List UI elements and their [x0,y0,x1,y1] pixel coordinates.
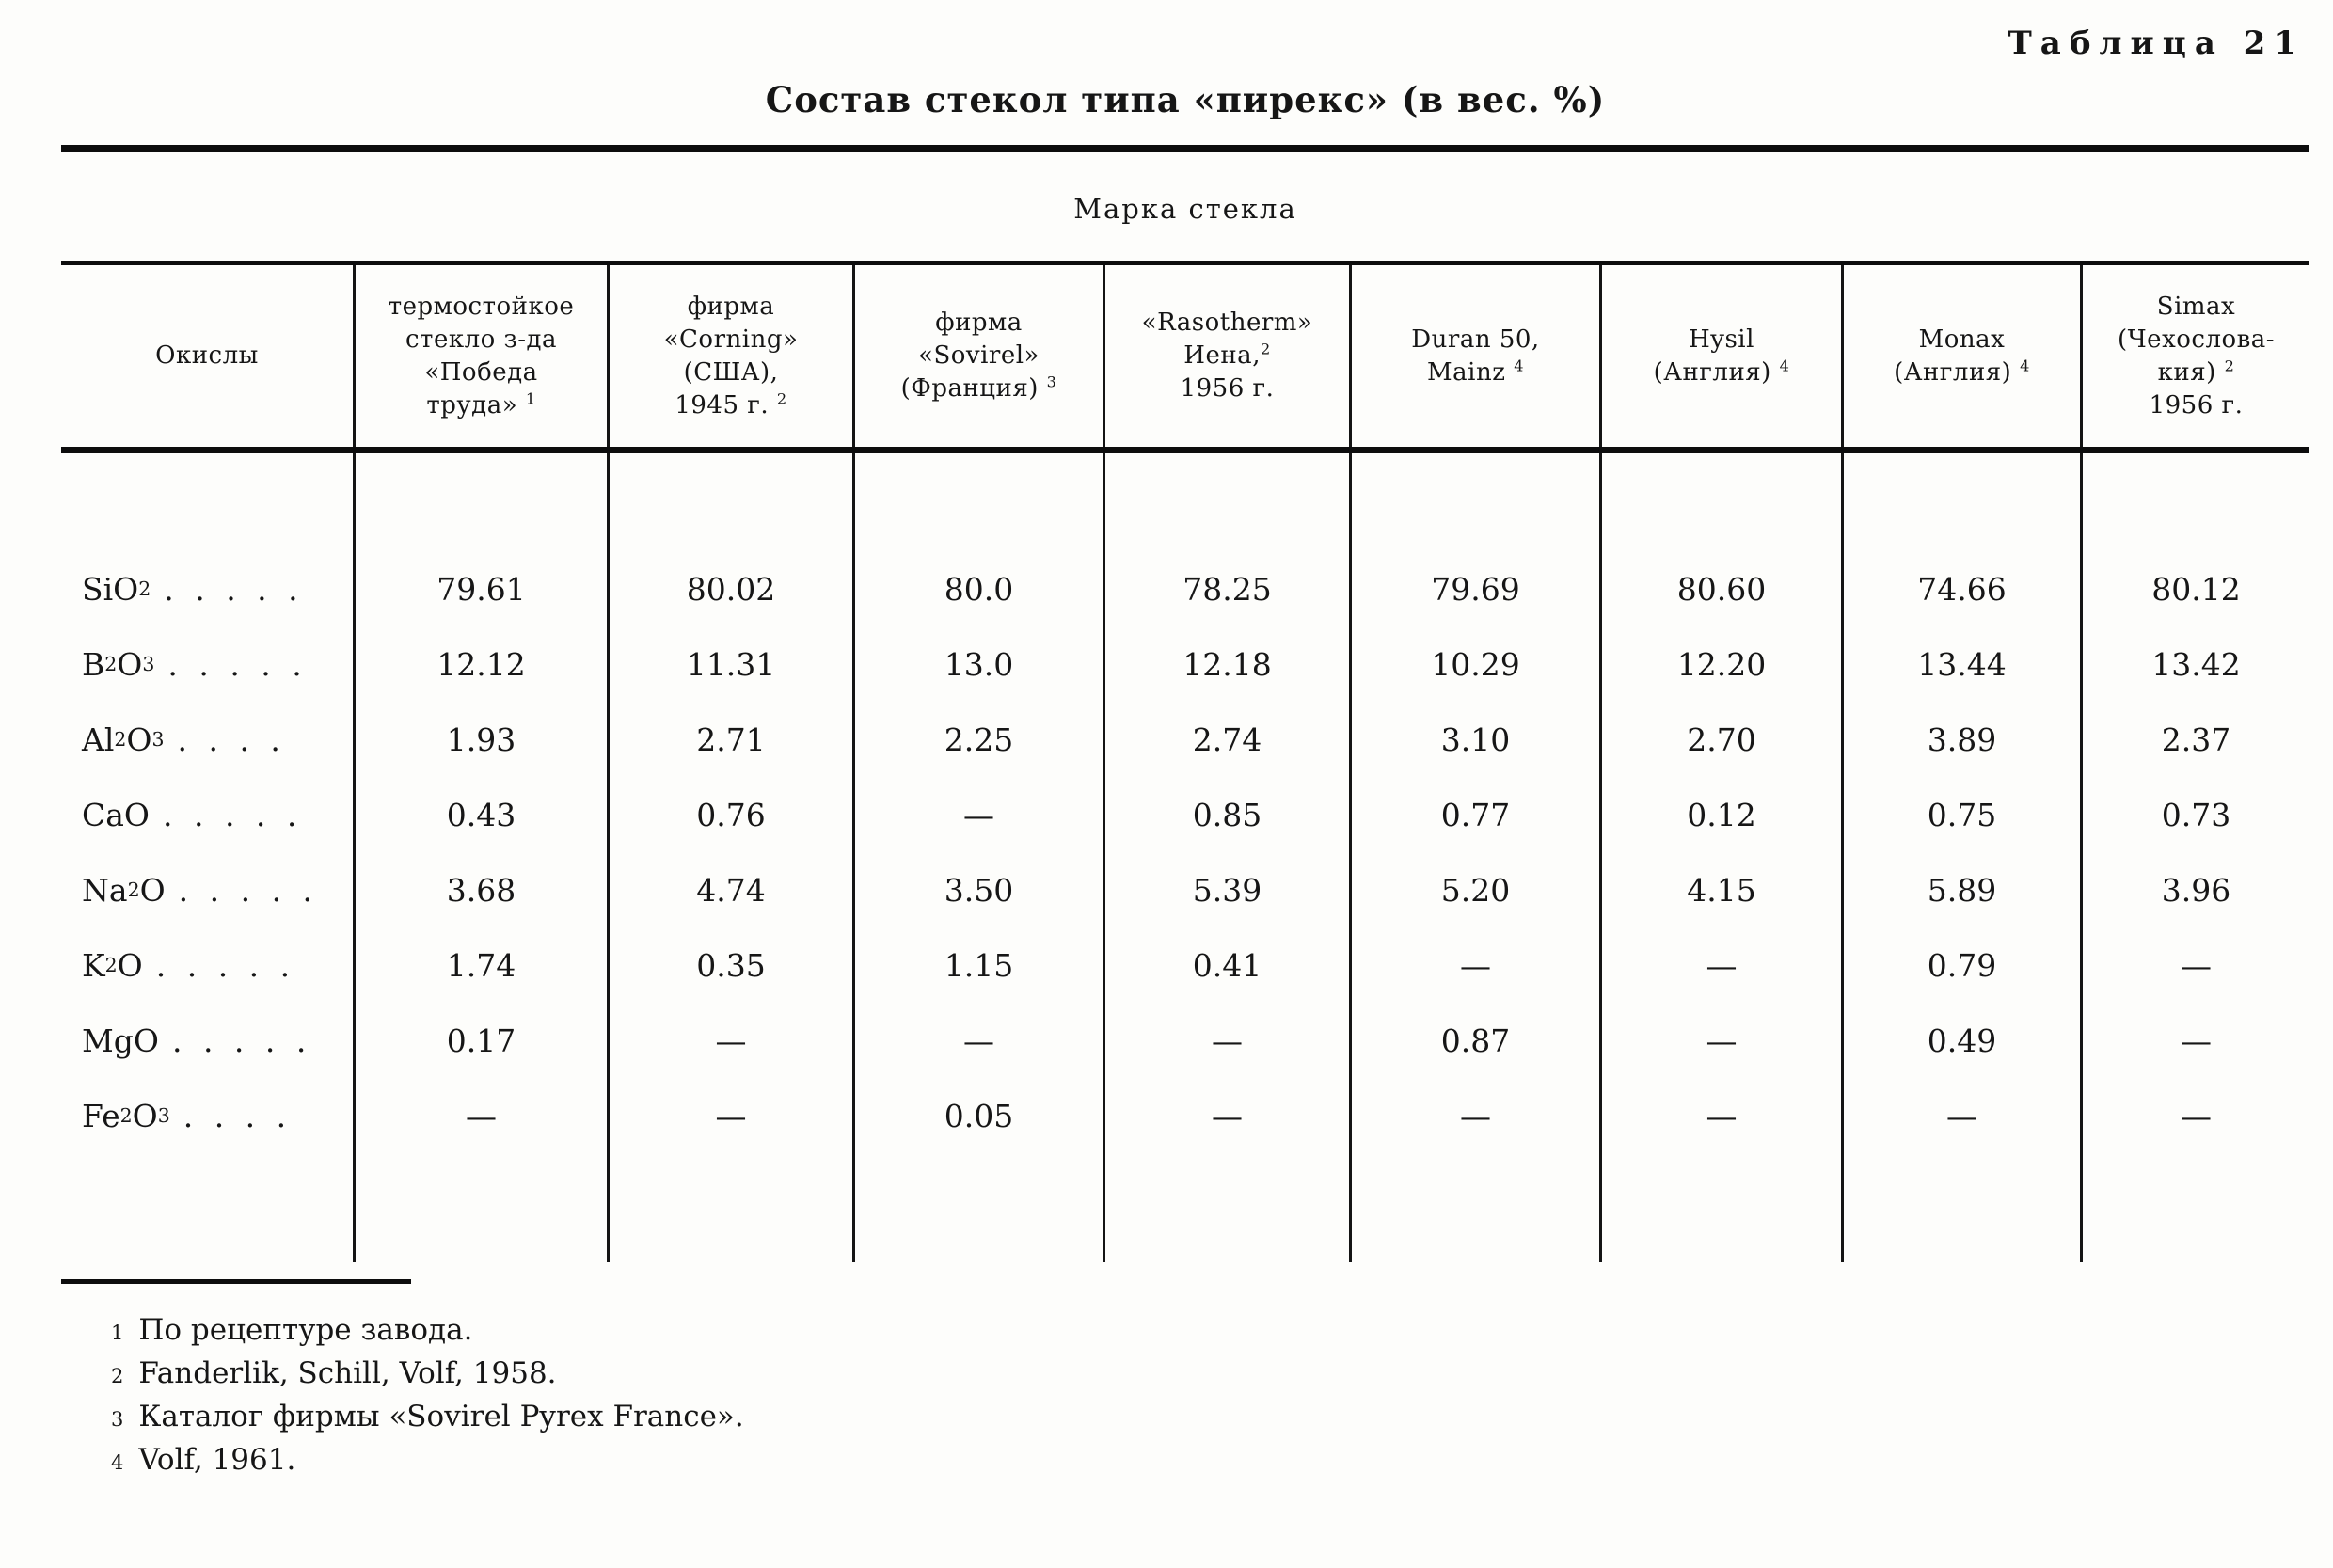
value-cell: 0.79 [1927,946,1997,984]
footnote-separator-rule [61,1279,411,1284]
value-cell: 74.66 [1917,570,2007,608]
page-title: Состав стекол типа «пирекс» (в вес. %) [765,79,1606,120]
value-cell: 0.85 [1192,796,1262,833]
row-labels-column [61,453,353,1262]
value-cell: 3.96 [2161,871,2231,909]
column-header-hysil: Hysil (Англия) $^4$ [1599,265,1841,447]
value-cell: 5.20 [1440,871,1511,909]
value-cell: 79.61 [436,570,526,608]
data-column-duran-50 [1349,453,1599,1262]
value-cell: 0.49 [1927,1022,1997,1059]
value-cell: 79.69 [1431,570,1520,608]
dot-leader: . . . . . [167,645,308,683]
value-cell: 10.29 [1431,645,1520,683]
value-cell: 80.02 [686,570,776,608]
value-cell: — [1706,1097,1738,1134]
data-column-hysil [1599,453,1841,1262]
row-label: Fe 2 O 3 . . . . [82,1097,293,1134]
value-cell: — [715,1097,747,1134]
value-cell: 80.60 [1676,570,1767,608]
dot-leader: . . . . [183,1097,293,1134]
column-header-monax: Monax (Англия) $^4$ [1841,265,2080,447]
value-cell: — [2181,1022,2212,1059]
data-column-monax [1841,453,2080,1262]
value-cell: 3.89 [1927,721,1997,758]
footnote-item: 3 Каталог фирмы «Sovirel Pyrex France». [111,1400,744,1433]
value-cell: 3.68 [446,871,516,909]
value-cell: — [1460,946,1491,984]
row-label: B 2 O 3 . . . . . [82,645,308,683]
value-cell: — [1706,946,1738,984]
value-cell: — [2181,946,2212,984]
row-label: K 2 O . . . . . [82,946,296,984]
value-cell: 0.05 [944,1097,1014,1134]
value-cell: 5.89 [1927,871,1997,909]
row-label: Al 2 O 3 . . . . [82,721,286,758]
value-cell: 80.0 [944,570,1014,608]
column-header-corning: фирма «Corning» (США), 1945 г. $^2$ [607,265,852,447]
column-header-oxides: Окислы [155,341,259,370]
dot-leader: . . . . [177,721,286,758]
rule-under-title [61,145,2309,152]
dot-leader: . . . . . [164,570,304,608]
value-cell: 0.76 [696,796,766,833]
value-cell: 0.87 [1440,1022,1511,1059]
value-cell: — [1706,1022,1738,1059]
footnotes-block [111,1313,744,1486]
value-cell: — [2181,1097,2212,1134]
dot-leader: . . . . . [171,1022,312,1059]
value-cell: 0.77 [1440,796,1511,833]
rule-under-header [61,447,2309,453]
value-cell: — [1460,1097,1491,1134]
column-header-sovirel: фирма «Sovirel» (Франция) $^3$ [852,265,1103,447]
value-cell: 12.18 [1182,645,1272,683]
value-cell: 2.37 [2161,721,2231,758]
value-cell: 0.35 [696,946,766,984]
column-header-simax: Simax (Чехослова- кия) $^2$ 1956 г. [2080,265,2309,447]
table-number-label: Таблица 21 [2008,24,2305,62]
value-cell: 0.41 [1192,946,1262,984]
value-cell: — [963,1022,994,1059]
footnote-item: 1 По рецептуре завода. [111,1313,473,1347]
group-header-glass-brand: Марка стекла [1073,193,1297,225]
value-cell: 5.39 [1192,871,1262,909]
data-column-sovirel [852,453,1103,1262]
value-cell: 3.10 [1440,721,1511,758]
value-cell: 2.25 [944,721,1014,758]
value-cell: 13.0 [944,645,1014,683]
column-header-pobeda-truda: термостойкое стекло з-да «Победа труда» $^1$ [353,265,607,447]
value-cell: 2.74 [1192,721,1262,758]
value-cell: 0.43 [446,796,516,833]
value-cell: 12.20 [1676,645,1767,683]
value-cell: — [1212,1097,1243,1134]
data-column-pobeda-truda [353,453,607,1262]
value-cell: 1.15 [944,946,1014,984]
value-cell: — [715,1022,747,1059]
value-cell: 0.17 [446,1022,516,1059]
row-label: MgO . . . . . [82,1022,312,1059]
value-cell: 13.44 [1917,645,2007,683]
column-header-duran-50: Duran 50, Mainz $^4$ [1349,265,1599,447]
value-cell: 13.42 [2151,645,2241,683]
value-cell: 78.25 [1182,570,1272,608]
value-cell: — [963,796,994,833]
value-cell: 1.74 [446,946,516,984]
value-cell: 12.12 [436,645,526,683]
table-body [61,453,2309,1262]
value-cell: 0.73 [2161,796,2231,833]
value-cell: 3.50 [944,871,1014,909]
data-column-simax [2080,453,2309,1262]
value-cell: 2.70 [1687,721,1756,758]
table-header-row [61,265,2309,447]
value-cell: 0.12 [1687,796,1756,833]
value-cell: 80.12 [2151,570,2241,608]
value-cell: 11.31 [686,645,776,683]
value-cell: — [466,1097,497,1134]
value-cell: 0.75 [1927,796,1997,833]
dot-leader: . . . . . [178,871,319,909]
value-cell: 1.93 [446,721,516,758]
value-cell: 2.71 [696,721,766,758]
data-column-corning [607,453,852,1262]
row-label: Na 2 O . . . . . [82,871,319,909]
value-cell: 4.74 [696,871,766,909]
dot-leader: . . . . . [162,796,303,833]
column-header-rasotherm: «Rasotherm» Иена,$^2$ 1956 г. [1103,265,1349,447]
value-cell: 4.15 [1687,871,1756,909]
footnote-item: 4 Volf, 1961. [111,1443,296,1477]
dot-leader: . . . . . [155,946,296,984]
value-cell: — [1212,1022,1243,1059]
footnote-item: 2 Fanderlik, Schill, Volf, 1958. [111,1356,557,1390]
row-label: CaO . . . . . [82,796,303,833]
row-label: SiO 2 . . . . . [82,570,304,608]
data-column-rasotherm [1103,453,1349,1262]
value-cell: — [1946,1097,1977,1134]
